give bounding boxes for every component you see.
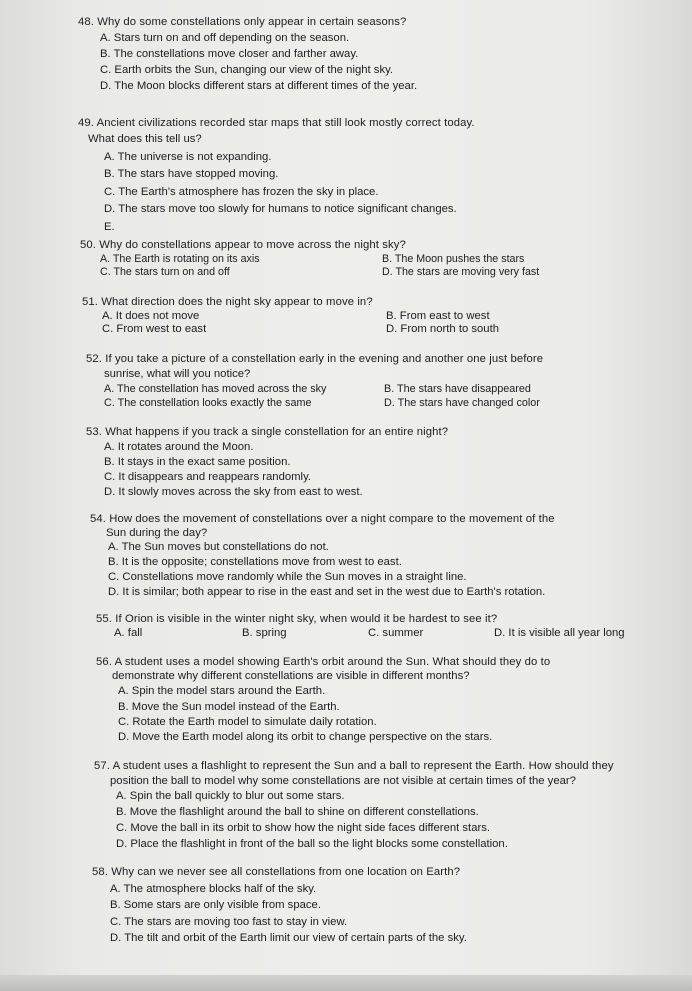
question-52-stem-line2: sunrise, what will you notice? xyxy=(104,368,251,380)
question-58-option-b: B. Some stars are only visible from space. xyxy=(110,899,321,911)
question-49-stem-line1: 49. Ancient civilizations recorded star maps that still look mostly correct today. xyxy=(78,117,475,129)
question-55-option-c: C. summer xyxy=(368,627,424,639)
question-55-option-d: D. It is visible all year long xyxy=(494,627,625,639)
question-49-option-d: D. The stars move too slowly for humans to notice significant changes. xyxy=(104,203,457,215)
question-48-option-a: A. Stars turn on and off depending on the season. xyxy=(100,32,350,44)
question-55-stem: 55. If Orion is visible in the winter night sky, when would it be hardest to see it? xyxy=(96,613,498,625)
question-51-option-c: C. From west to east xyxy=(102,323,207,335)
question-49-stem-line2: What does this tell us? xyxy=(88,133,202,145)
question-58-option-c: C. The stars are moving too fast to stay in view. xyxy=(110,916,348,928)
question-56-option-b: B. Move the Sun model instead of the Earth. xyxy=(118,701,340,713)
question-53-option-a: A. It rotates around the Moon. xyxy=(104,441,254,453)
question-56-stem-line1: 56. A student uses a model showing Earth's orbit around the Sun. What should they do to xyxy=(96,656,551,668)
question-50-option-a: A. The Earth is rotating on its axis xyxy=(100,253,260,265)
question-51-stem: 51. What direction does the night sky appear to move in? xyxy=(82,296,373,308)
question-51-option-d: D. From north to south xyxy=(386,323,500,335)
question-50-option-c: C. The stars turn on and off xyxy=(100,266,230,278)
question-56-option-c: C. Rotate the Earth model to simulate daily rotation. xyxy=(118,716,377,728)
question-48-option-c: C. Earth orbits the Sun, changing our view of the night sky. xyxy=(100,64,394,76)
page-bottom-edge xyxy=(0,975,692,991)
question-54-stem-line2: Sun during the day? xyxy=(106,527,208,539)
question-50-stem: 50. Why do constellations appear to move across the night sky? xyxy=(80,239,406,251)
question-54-stem-line1: 54. How does the movement of constellations over a night compare to the movement of the xyxy=(90,513,555,525)
question-55-option-b: B. spring xyxy=(242,627,287,639)
question-53-stem: 53. What happens if you track a single constellation for an entire night? xyxy=(86,426,449,438)
question-52-option-b: B. The stars have disappeared xyxy=(384,383,531,395)
question-57-option-d: D. Place the flashlight in front of the ball so the light blocks some constellation. xyxy=(116,838,508,850)
question-57-option-c: C. Move the ball in its orbit to show how the night side faces different stars. xyxy=(116,822,491,834)
question-56-stem-line2: demonstrate why different constellations are visible in different months? xyxy=(112,670,470,682)
question-49-option-c: C. The Earth's atmosphere has frozen the sky in place. xyxy=(104,186,379,198)
question-51-option-a: A. It does not move xyxy=(102,310,200,322)
question-54-option-b: B. It is the opposite; constellations move from west to east. xyxy=(108,556,402,568)
question-49-option-b: B. The stars have stopped moving. xyxy=(104,168,279,180)
question-53-option-c: C. It disappears and reappears randomly. xyxy=(104,471,312,483)
question-50-option-b: B. The Moon pushes the stars xyxy=(382,253,525,265)
question-54-option-d: D. It is similar; both appear to rise in the east and set in the west due to Earth's rotation. xyxy=(108,586,546,598)
question-52-stem-line1: 52. If you take a picture of a constellation early in the evening and another one just before xyxy=(86,353,544,365)
question-52-option-d: D. The stars have changed color xyxy=(384,397,540,409)
question-48-stem: 48. Why do some constellations only appear in certain seasons? xyxy=(78,16,407,28)
question-53-option-b: B. It stays in the exact same position. xyxy=(104,456,291,468)
question-49-option-e: E. xyxy=(104,221,115,233)
question-58-stem: 58. Why can we never see all constellations from one location on Earth? xyxy=(92,866,461,878)
question-48-option-b: B. The constellations move closer and farther away. xyxy=(100,48,359,60)
question-58-option-d: D. The tilt and orbit of the Earth limit our view of certain parts of the sky. xyxy=(110,932,467,944)
question-57-stem-line1: 57. A student uses a flashlight to represent the Sun and a ball to represent the Earth. How should they xyxy=(94,760,614,772)
question-56-option-d: D. Move the Earth model along its orbit to change perspective on the stars. xyxy=(118,731,493,743)
question-50-option-d: D. The stars are moving very fast xyxy=(382,266,540,278)
question-58-option-a: A. The atmosphere blocks half of the sky. xyxy=(110,883,317,895)
question-51-option-b: B. From east to west xyxy=(386,310,490,322)
question-48-option-d: D. The Moon blocks different stars at different times of the year. xyxy=(100,80,418,92)
question-57-option-b: B. Move the flashlight around the ball to shine on different constellations. xyxy=(116,806,479,818)
question-55-option-a: A. fall xyxy=(114,627,143,639)
question-57-option-a: A. Spin the ball quickly to blur out some stars. xyxy=(116,790,345,802)
question-52-option-c: C. The constellation looks exactly the same xyxy=(104,397,312,409)
question-52-option-a: A. The constellation has moved across the sky xyxy=(104,383,327,395)
question-54-option-c: C. Constellations move randomly while the Sun moves in a straight line. xyxy=(108,571,467,583)
question-53-option-d: D. It slowly moves across the sky from east to west. xyxy=(104,486,363,498)
question-49-option-a: A. The universe is not expanding. xyxy=(104,151,272,163)
question-54-option-a: A. The Sun moves but constellations do not. xyxy=(108,541,329,553)
question-57-stem-line2: position the ball to model why some constellations are not visible at certain times of the year? xyxy=(110,775,576,787)
question-56-option-a: A. Spin the model stars around the Earth. xyxy=(118,685,326,697)
